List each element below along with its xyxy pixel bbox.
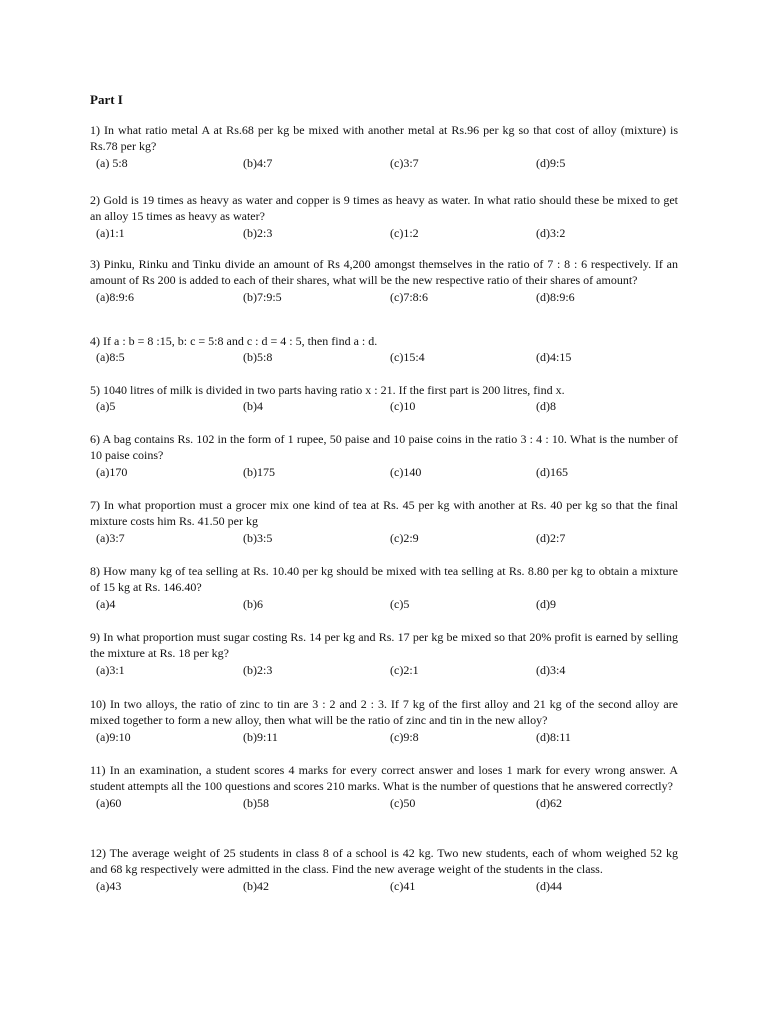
option-a: (a)3:7 xyxy=(96,530,125,545)
question-7 xyxy=(90,497,678,546)
answer-options xyxy=(90,530,678,546)
question-5 xyxy=(90,382,678,414)
option-a: (a) 5:8 xyxy=(96,155,128,170)
answer-options xyxy=(90,878,678,894)
option-c: (c)5 xyxy=(390,596,410,611)
option-d: (d)62 xyxy=(536,795,562,810)
option-d: (d)3:4 xyxy=(536,662,566,677)
option-a: (a)8:5 xyxy=(96,350,125,365)
question-text: 9) In what proportion must sugar costing Rs. 14 per kg and Rs. 17 per kg be mixed so that 20% profit is earned by selling the mixture at Rs. 18 per kg? xyxy=(90,630,678,661)
question-text: 12) The average weight of 25 students in class 8 of a school is 42 kg. Two new students, each of whom weighed 52 kg and 68 kg respectively were admitted in the class. Find the new average weight of the students in the class. xyxy=(90,846,678,877)
question-text: 11) In an examination, a student scores 4 marks for every correct answer and loses 1 mark for every wrong answer. A student attempts all the 100 questions and scores 210 marks. What is the number of questions that he answered correctly? xyxy=(90,763,678,794)
question-text: 3) Pinku, Rinku and Tinku divide an amount of Rs 4,200 amongst themselves in the ratio of 7 : 8 : 6 respectively. If an amount of Rs 200 is added to each of their shares, what will be the new respective ratio of their shares of amount? xyxy=(90,257,678,288)
option-d: (d)44 xyxy=(536,878,562,893)
option-c: (c)10 xyxy=(390,399,416,414)
question-3 xyxy=(90,256,678,305)
answer-options xyxy=(90,289,678,305)
question-4 xyxy=(90,333,678,365)
option-b: (b)58 xyxy=(243,795,269,810)
option-a: (a)8:9:6 xyxy=(96,289,134,304)
option-b: (b)2:3 xyxy=(243,662,273,677)
option-c: (c)140 xyxy=(390,464,422,479)
answer-options xyxy=(90,155,678,171)
section-heading: Part I xyxy=(90,92,123,107)
option-a: (a)3:1 xyxy=(96,662,125,677)
question-text: 10) In two alloys, the ratio of zinc to tin are 3 : 2 and 2 : 3. If 7 kg of the first alloy and 21 kg of the second alloy are mixed together to form a new alloy, then what will be the ratio of zinc and tin in the new alloy? xyxy=(90,697,678,728)
answer-options xyxy=(90,464,678,480)
question-text: 8) How many kg of tea selling at Rs. 10.40 per kg should be mixed with tea selling at Rs. 8.80 per kg to obtain a mixture of 15 kg at Rs. 146.40? xyxy=(90,564,678,595)
option-d: (d)4:15 xyxy=(536,350,572,365)
option-a: (a)9:10 xyxy=(96,729,131,744)
option-c: (c)50 xyxy=(390,795,416,810)
question-9 xyxy=(90,629,678,678)
question-text: 7) In what proportion must a grocer mix one kind of tea at Rs. 45 per kg with another at Rs. 40 per kg so that the final mixture costs him Rs. 41.50 per kg xyxy=(90,498,678,529)
option-d: (d)8 xyxy=(536,399,556,414)
question-1 xyxy=(90,122,678,171)
option-b: (b)175 xyxy=(243,464,275,479)
answer-options xyxy=(90,596,678,612)
question-12 xyxy=(90,845,678,894)
option-b: (b)42 xyxy=(243,878,269,893)
option-d: (d)8:11 xyxy=(536,729,571,744)
question-text: 6) A bag contains Rs. 102 in the form of 1 rupee, 50 paise and 10 paise coins in the ratio 3 : 4 : 10. What is the number of 10 paise coins? xyxy=(90,432,678,463)
option-b: (b)4 xyxy=(243,399,263,414)
option-a: (a)1:1 xyxy=(96,225,125,240)
option-b: (b)2:3 xyxy=(243,225,273,240)
option-a: (a)60 xyxy=(96,795,122,810)
question-text: 2) Gold is 19 times as heavy as water and copper is 9 times as heavy as water. In what ratio should these be mixed to get an alloy 15 times as heavy as water? xyxy=(90,193,678,224)
option-b: (b)4:7 xyxy=(243,155,273,170)
option-d: (d)9:5 xyxy=(536,155,566,170)
option-a: (a)170 xyxy=(96,464,128,479)
question-8 xyxy=(90,563,678,612)
question-6 xyxy=(90,431,678,480)
answer-options xyxy=(90,225,678,241)
question-11 xyxy=(90,762,678,811)
answer-options xyxy=(90,398,678,414)
option-c: (c)7:8:6 xyxy=(390,289,428,304)
option-d: (d)2:7 xyxy=(536,530,566,545)
option-a: (a)4 xyxy=(96,596,116,611)
option-d: (d)165 xyxy=(536,464,568,479)
answer-options xyxy=(90,349,678,365)
option-b: (b)5:8 xyxy=(243,350,273,365)
option-c: (c)9:8 xyxy=(390,729,419,744)
option-c: (c)3:7 xyxy=(390,155,419,170)
option-d: (d)9 xyxy=(536,596,556,611)
option-a: (a)5 xyxy=(96,399,116,414)
option-c: (c)15:4 xyxy=(390,350,425,365)
option-b: (b)7:9:5 xyxy=(243,289,282,304)
answer-options xyxy=(90,795,678,811)
option-b: (b)6 xyxy=(243,596,263,611)
answer-options xyxy=(90,729,678,745)
question-text: 5) 1040 litres of milk is divided in two parts having ratio x : 21. If the first part is 200 litres, find x. xyxy=(90,383,565,397)
option-c: (c)2:9 xyxy=(390,530,419,545)
option-b: (b)9:11 xyxy=(243,729,278,744)
question-text: 4) If a : b = 8 :15, b: c = 5:8 and c : d = 4 : 5, then find a : d. xyxy=(90,334,378,348)
question-text: 1) In what ratio metal A at Rs.68 per kg be mixed with another metal at Rs.96 per kg so that cost of alloy (mixture) is Rs.78 per kg? xyxy=(90,123,678,154)
question-10 xyxy=(90,696,678,745)
option-d: (d)8:9:6 xyxy=(536,289,575,304)
option-c: (c)2:1 xyxy=(390,662,419,677)
option-a: (a)43 xyxy=(96,878,122,893)
option-b: (b)3:5 xyxy=(243,530,273,545)
question-2 xyxy=(90,192,678,241)
answer-options xyxy=(90,662,678,678)
option-c: (c)41 xyxy=(390,878,416,893)
option-d: (d)3:2 xyxy=(536,225,566,240)
option-c: (c)1:2 xyxy=(390,225,419,240)
